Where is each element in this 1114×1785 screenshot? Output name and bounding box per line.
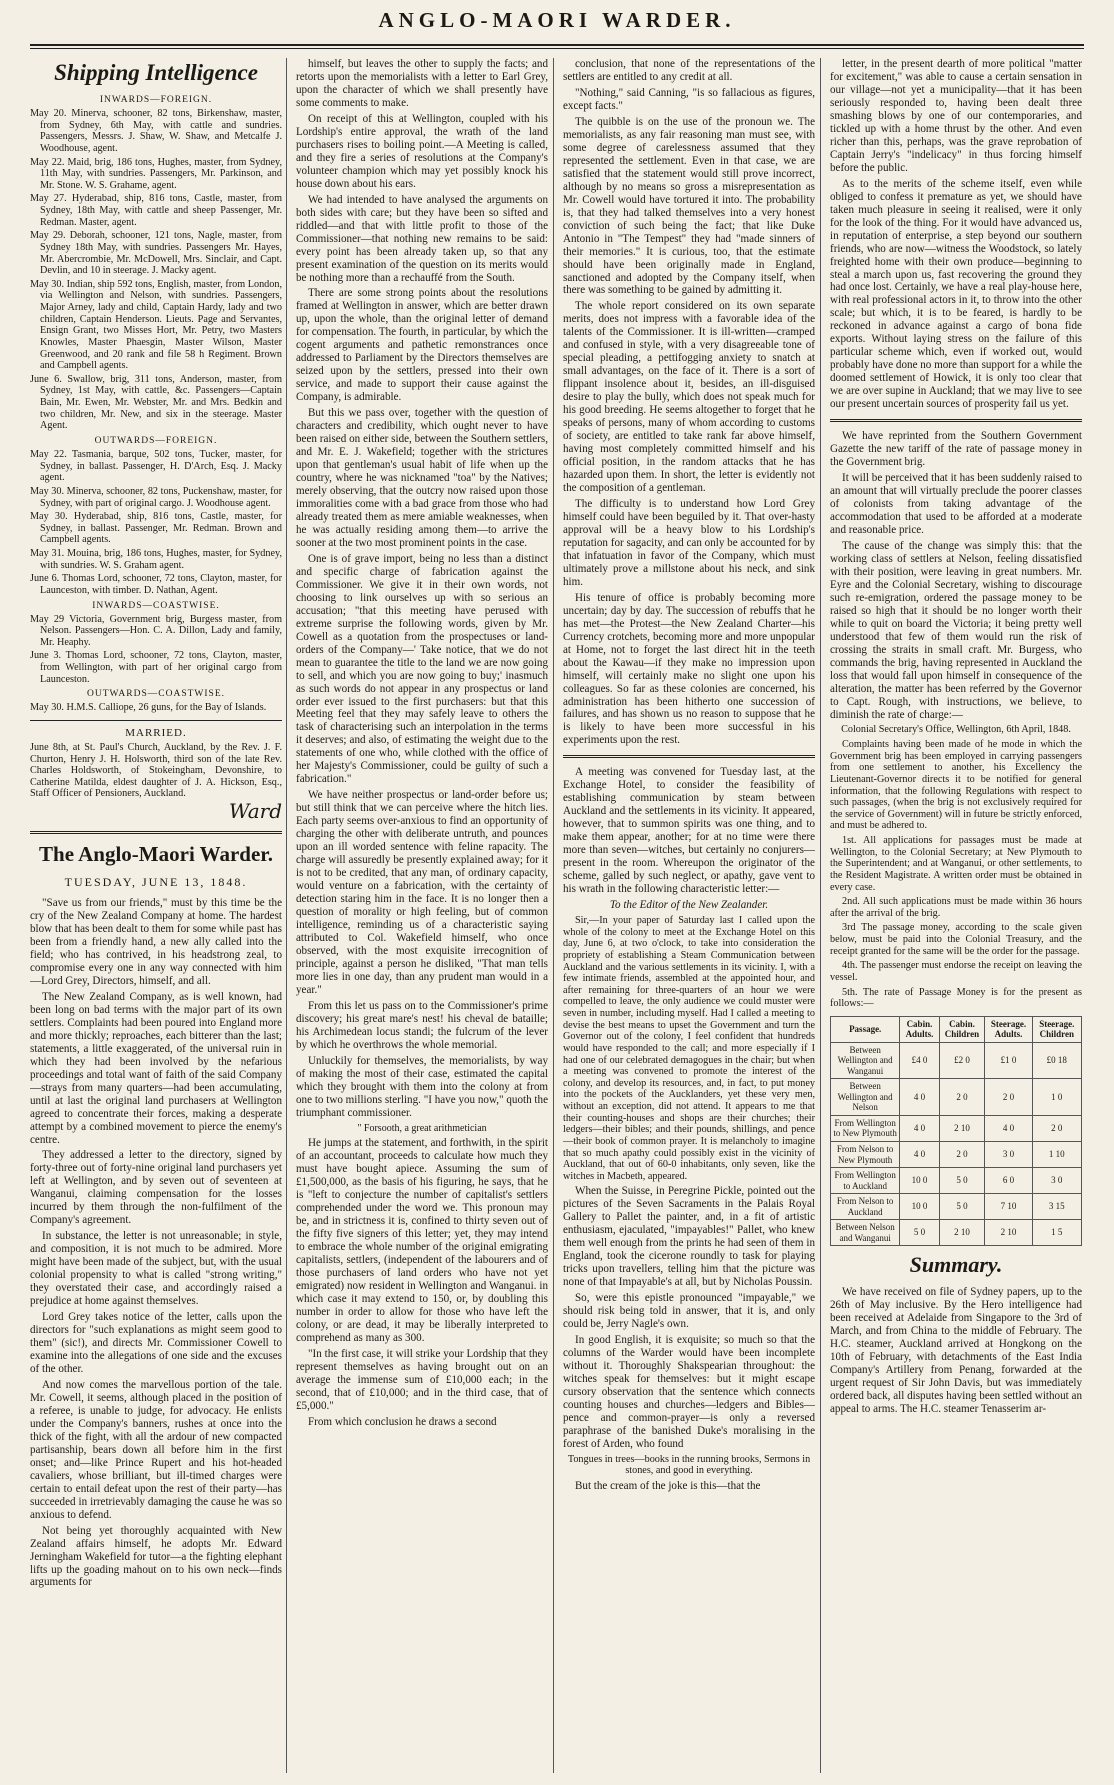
outwards-foreign-heading: OUTWARDS—FOREIGN. <box>94 435 218 446</box>
table-cell: Between Wellington and Wanganui <box>831 1042 900 1079</box>
shipping-entry: May 30. Minerva, schooner, 82 tons, Puckenshaw, master, for Sydney, with part of original cargo. J. Woodhouse agent. <box>30 485 282 509</box>
table-cell: Between Wellington and Nelson <box>831 1079 900 1116</box>
outwards-coastwise-heading: OUTWARDS—COASTWISE. <box>86 689 225 700</box>
paragraph: And now comes the marvellous portion of the tale. Mr. Cowell, it seems, although placed in the position of a referee, is unable to judge, for advocacy. He enlists under the Company's banners, rushes at once into the thick of the fight, with all the ardour of new compacted partisanship, bears down all before him in the first onset; and—like Prince Rupert and his hot-headed cavaliers, whose brilliant, but ill-timed charges were certain to entail defeat upon the rest of their party—has succeeded in irretrievably damaging the cause he was so anxious to defend. <box>30 1378 282 1521</box>
paragraph: In good English, it is exquisite; so much so that the columns of the Warder would have been incomplete without it. Thoroughly Shakspearian throughout: the witches speak for themselves: but it might escape cursory observation that the sentence which connects counting houses and churches—ledgers and Bibles—pence and common-prayer—is only a reversed paraphrase of the banished Duke's moralising in the forest of Arden, who found <box>563 1334 815 1450</box>
paragraph: He jumps at the statement, and forthwith, in the spirit of an accountant, proceeds to calculate how much they must have bought apiece. Assuming the sum of £1,500,000, as the basis of his figuring, he says, that he is "left to conjecture the number of capitalist's settlers comprehended under the word we. This pronoun may be, and in strictness it is, confined to thirty seven out of the fifty five signers of this letter; yet, they may intend to embrace the whole number of the original emigrating capitalists, settlers, (independent of the labourers and of those purchasers of land orders who have not yet emigrated) now resident in Wellington and Wanganui. in which case it may extend to 150, or, by doubling this number in order to allow for those who have left the colony, or are dead, it may be liberally interpreted to comprehend as many as 300. <box>296 1137 548 1344</box>
paragraph: When the Suisse, in Peregrine Pickle, pointed out the pictures of the Seven Sacraments in the Palais Royal Gallery to Pallet the painter, and, in a fit of artistic enthusiasm, ejaculated, "impayables!" Pallet, who knew them well enough from the prints he had seen of them in England, took the cicerone roundly to task for playing tricks upon travellers, telling him that the picture was none of that Impayable's at all, but by Nicholas Poussin. <box>563 1185 815 1289</box>
regulation: 3rd The passage money, according to the scale given below, must be paid into the Colonial Treasury, and the receipt granted for the same will be the order for the passage. <box>830 922 1082 957</box>
editorial-text <box>30 897 282 1589</box>
paragraph: We have neither prospectus or land-order before us; but still think that we can perceive where the hitch lies. Each party seems over-anxious to find an opportunity of charging the other with deliberate untruth, and pounces upon an ill worded sentence with feline rapacity. The charge will assuredly be presently explained away; for it is not to be credited, that any man, of ordinary capacity, would venture on a fabrication, with the certainty of detection staring him in the face. It is no longer then a question of morality or high feeling, but of common intelligence, reminding us of a characteristic saying attributed to Col. Wakefield himself, who once observed, with the most exquisite irrecognition of principle, against a person he disliked, "That man tells more lies in one day, than any prudent man would in a year." <box>296 789 548 996</box>
table-row <box>831 1042 1082 1079</box>
paragraph: His tenure of office is probably becoming more uncertain; day by day. The succession of rebuffs that he has met—the Protest—the New Zealand Charter—his Currency crotchets, becoming more and more unpopular at Home, not to forget the last direct hit in the teeth about the Kawau—if they make no impression upon himself, will certainly make no slight one upon his colleagues. So far as these colonies are concerned, his administration has been hitherto one succession of failures, and has shown us no reason to suppose that he is likely to have been more successful in his experiments upon the rest. <box>563 591 815 747</box>
table-cell: From Wellington to Auckland <box>831 1168 900 1194</box>
handwritten-signature: Ward <box>228 799 282 824</box>
table-cell: 10 0 <box>900 1194 939 1220</box>
table-cell: 2 0 <box>939 1142 985 1168</box>
shipping-entry: May 20. Minerva, schooner, 82 tons, Birkenshaw, master, from Sydney, 6th May, with cattle and sundries. Passengers, Messrs. J. Shaw, W. Shaw, and Metcalfe J. Woodhouse, agent. <box>30 108 282 154</box>
married-heading: MARRIED. <box>125 727 187 740</box>
table-header: Steerage. Children <box>1032 1016 1081 1042</box>
outwards-coastwise-list <box>30 702 282 714</box>
passage-money-table <box>830 1016 1082 1246</box>
paragraph: Unluckily for themselves, the memorialists, by way of making the most of their case, estimated the capital which they brought with them into the colony at from one to two millions sterling. "I have you now," quoth the triumphant commissioner. <box>296 1054 548 1119</box>
shipping-entry: May 29 Victoria, Government brig, Burgess master, from Nelson. Passengers—Hon. C. A. Dillon, Lady and family, Mr. Heaphy. <box>30 613 282 648</box>
paragraph: From which conclusion he draws a second <box>308 1415 497 1428</box>
table-header: Passage. <box>831 1016 900 1042</box>
table-row <box>831 1142 1082 1168</box>
table-cell: 2 10 <box>939 1115 985 1141</box>
table-row <box>831 1079 1082 1116</box>
shipping-entry: May 31. Mouina, brig, 186 tons, Hughes, master, for Sydney, with sundries. W. S. Graham agent. <box>30 548 282 571</box>
quoted-line: " Forsooth, a great arithmetician <box>357 1122 487 1134</box>
paragraph: In substance, the letter is not unreasonable; in style, and composition, it is not much to be admired. More might have been made of the subject, but, with the usual colonial propensity to what is called "strong writing," they overstated their case, and accordingly raised a prejudice at home against themselves. <box>30 1230 282 1308</box>
paragraph: It will be perceived that it has been suddenly raised to an amount that will virtually preclude the poorer classes of colonists from taking advantage of the accommodation that used to be afforded at a moderate and reasonable price. <box>830 472 1082 536</box>
paragraph: "In the first case, it will strike your Lordship that they represent themselves as having brought out on an average the immense sum of £10,000 each; in the second, that of £10,000; and in the third case, that of £5,000." <box>296 1347 548 1412</box>
table-cell: 2 0 <box>939 1079 985 1116</box>
shipping-entry: May 22. Maid, brig, 186 tons, Hughes, master, from Sydney, 11th May, with sundries. Passengers, Mr. Parkinson, and Mr. Stone. W. S. Grahame, agent. <box>30 156 282 191</box>
verse-quote: Tongues in trees—books in the running brooks, Sermons in stones, and good in everything. <box>567 1453 811 1477</box>
column-4 <box>830 58 1082 1773</box>
shipping-entry: May 27. Hyderabad, ship, 816 tons, Castle, master, from Sydney, 18th May, with cattle and sheep Passenger, Mr. Redman. Master, agent. <box>30 193 282 228</box>
paragraph: One is of grave import, being no less than a distinct and specific charge of fabrication against the Commissioner. We give it in their own words, not choosing to link ourselves up with so serious an accusation; "that this meeting have perused with extreme surprise the following words, given by Mr. Cowell as a quotation from the prospectuses or land-orders of the Company—' Take notice, that we do not mean to guarantee the title to the land we are now going to sell, and which you are now going to buy;' inasmuch as such words do not appear in any prospectus or land order ever issued to the first purchasers: but that this Meeting feel that they may safely leave to others the task of characterising such an interpolation in the terms it deserves; and also, of estimating the weight due to the statements of one who, while clothed with the office of her Majesty's Commissioner, could be guilty of such a fabrication." <box>296 552 548 786</box>
section-separator <box>563 755 815 758</box>
paper-title: The Anglo-Maori Warder. <box>39 842 273 867</box>
table-cell: 4 0 <box>985 1115 1032 1141</box>
paragraph: himself, but leaves the other to supply the facts; and retorts upon the memorialists with a letter to Earl Grey, upon the character of which we shall presently have some comments to make. <box>296 58 548 109</box>
table-cell: 3 0 <box>985 1142 1032 1168</box>
table-cell: £1 0 <box>985 1042 1032 1079</box>
column-3 <box>563 58 815 1773</box>
regulation: 2nd. All such applications must be made within 36 hours after the arrival of the brig. <box>830 896 1082 919</box>
section-separator <box>830 419 1082 422</box>
table-cell: 3 15 <box>1032 1194 1081 1220</box>
table-cell: £0 18 <box>1032 1042 1081 1079</box>
shipping-entry: June 6. Swallow, brig, 311 tons, Anderson, master, from Sydney, 1st May, with cattle, &c. Passengers—Captain Bain, Mr. Ewen, Mr. Webster, Mr. and Mrs. Bedkin and two children, Mr. New, and six in the steerage. Master Agent. <box>30 373 282 432</box>
table-row <box>831 1115 1082 1141</box>
table-cell: From Nelson to New Plymouth <box>831 1142 900 1168</box>
table-cell: 10 0 <box>900 1168 939 1194</box>
paragraph: We had intended to have analysed the arguments on both sides with care; but they have been so sifted and riddled—and that with little profit to those of the Commissioner—that nothing new remains to be said: every point has been already taken up, so that any present examination of the question on its merits would be nothing more than a rechauffé from the South. <box>296 193 548 284</box>
inwards-coastwise-heading: INWARDS—COASTWISE. <box>92 600 220 611</box>
paragraph: "Nothing," said Canning, "is so fallacious as figures, except facts." <box>563 86 815 112</box>
regulation: Complaints having been made of he mode in which the Government brig has been employed in carrying passengers from one settlement to another, his Excellency the Lieutenant-Governor directs it to be notified for general information, that the following Regulations with respect to such passages, (when the brig is not exclusively required for the service of Government) will in future be strictly enforced, and must be adhered to. <box>830 739 1082 832</box>
table-cell: 1 5 <box>1032 1220 1081 1246</box>
table-header-row <box>831 1016 1082 1042</box>
masthead-rule <box>30 44 1084 46</box>
paragraph: They addressed a letter to the directory, signed by forty-three out of forty-nine original land purchasers yet left at Wellington, and by seven out of seventeen at Wanganui, claiming compensation for the losses incurred by them through the non-fulfilment of the Company's agreement. <box>30 1149 282 1227</box>
column-divider-3 <box>820 58 821 1773</box>
shipping-entry: May 30. Indian, ship 592 tons, English, master, from London, via Wellington and Nelson, with sundries. Passengers, Major Arney, lady and child, Captain Hardy, lady and two children, Captain Henderson. Lieuts. Page and Servantes, Ensign Grant, two Misses Hort, Mr. Petry, two Masters Knowles, Master Phaesgin, Master Wilson, Master Greenwood, and 20 rank and file 58 h Regiment. Brown and Campbell agents. <box>30 278 282 372</box>
paragraph: From this let us pass on to the Commissioner's prime discovery; his great mare's nest! his cheval de bataille; his Archimedean locus standi; the fulcrum of the lever by which he overthrows the whole memorial. <box>296 999 548 1051</box>
paragraph: Not being yet thoroughly acquainted with New Zealand affairs himself, he adopts Mr. Edward Jerningham Wakefield for tutor—a the fighting elephant lifts up the goading mahout on to his own neck—finds arguments for <box>30 1524 282 1589</box>
table-header: Cabin. Adults. <box>900 1016 939 1042</box>
shipping-entry: June 6. Thomas Lord, schooner, 72 tons, Clayton, master, for Launceston, with timber. D. Nathan, Agent. <box>30 573 282 596</box>
table-cell: 3 0 <box>1032 1168 1081 1194</box>
table-header: Steerage. Adults. <box>985 1016 1032 1042</box>
column-divider-1 <box>286 58 287 1773</box>
paragraph: But the cream of the joke is this—that the <box>575 1480 761 1493</box>
table-cell: 2 10 <box>939 1220 985 1246</box>
paragraph: The New Zealand Company, as is well known, had been long on bad terms with the major part of its own settlers. Complaints had been poured into England more and more thickly; reproaches, each bitterer than the last; statements, a little exaggerated, of the universal ruin in which they had been involved by the nefarious proceedings and total want of faith of the said Company—strays from many quarters—had been accumulating, until at last the original land purchasers at Wellington agreed to concentrate their forces, making a desperate attempt by a combined movement to pierce the enemy's centre. <box>30 990 282 1146</box>
office-heading: Colonial Secretary's Office, Wellington, 6th April, 1848. <box>841 724 1071 736</box>
table-cell: 5 0 <box>939 1194 985 1220</box>
paragraph: The difficulty is to understand how Lord Grey himself could have been beguiled by it. That over-hasty approval will be a heavy blow to his Lordship's reputation for sagacity, and can only be accounted for by that infatuation in favor of the Company, which must ultimately prove a millstone about his neck, and sink him. <box>563 497 815 588</box>
column-divider-2 <box>553 58 554 1773</box>
table-cell: 4 0 <box>900 1142 939 1168</box>
paragraph: As to the merits of the scheme itself, even while obliged to confess it premature as yet, we should have taken much pleasure in seeing it realised, were it only for the look of the thing. For it would have advanced us, in reputation of enterprise, a step beyond our southern friends, who are now—witness the Woodstock, so lately freighted home with their own produce—beginning to steal a march upon us, fast recovering the ground they had once lost. Certainly, we have a real play-house here, with real professional actors in it, to throw into the other scale; but which, it is to be feared, is hardly to be reckoned in advance against a cargo of bona fide exports. Without laying stress on the failure of this particular scheme which, even if worked out, would probably have done no more than support for a while the doomed settlement of Howick, it is only too clear that we are over supine in Auckland; that we may live to see our present uncertain sources of prosperity fail us yet. <box>830 177 1082 411</box>
table-row <box>831 1220 1082 1246</box>
table-cell: £2 0 <box>939 1042 985 1079</box>
shipping-entry: May 29. Deborah, schooner, 121 tons, Nagle, master, from Sydney 18th May, with sundries. Passengers Mr. Hayes, Mr. Abercrombie, Mr. McDowell, Mrs. Sinclair, and Capt. Devlin, and 10 in steerage. J. Macky agent. <box>30 230 282 277</box>
masthead: ANGLO-MAORI WARDER. <box>378 8 736 32</box>
regulation: 5th. The rate of Passage Money is for the present as follows:— <box>830 986 1082 1010</box>
regulation: 4th. The passenger must endorse the receipt on leaving the vessel. <box>830 960 1082 983</box>
paragraph: On receipt of this at Wellington, coupled with his Lordship's entire approval, the wrath of the land purchasers rises to boiling point.—A Meeting is called, and they fire a series of resolutions at the Company's volunteer champion which may yet possibly knock his house down about his ears. <box>296 112 548 190</box>
shipping-heading: Shipping Intelligence <box>54 60 258 85</box>
letter-text: Sir,—In your paper of Saturday last I called upon the whole of the colony to meet at the Exchange Hotel on this day, June 6, at two o'clock, to take into consideration the propriety of establishing a Steam Communication between Auckland and the various settlements in its vicinity. I, with a few intimate friends, assembled at the appointed hour, and after remaining for three-quarters of an hour we were compelled to leave, the only audience we could muster were seven in number, including myself. Had I called a meeting to devise the best means to upset the Government and turn the Governor out of the colony, I feel confident that hundreds would have responded to the call; and more especially if I had one of our celebrated demagogues in the chair; but when a meeting was convened to promote the interest of the colony, and develop its resources, and, in fact, to put money into the pockets of the Aucklanders, yet these very men, without an exception, did not attend. It appears to me that their counting-houses and shops are their churches; their ledgers—their bibles; and their pounds, shillings, and pence—their book of common prayer. It is melancholy to imagine that so much apathy could possibly exist in the vicinity of Auckland, that out of 60-0 inhabitants, only seven, like the witches in Macbeth, appeared. <box>563 915 815 1182</box>
section-separator <box>30 831 282 834</box>
paragraph: The quibble is on the use of the pronoun we. The memorialists, as any fair reasoning man must see, with some degree of carelessness assumed that they represented the settlement. Even in that case, we are satisfied that the statement would still prove incorrect, although by no means so gross a misrepresentation as Mr. Cowell would have tortured it into. The probability is, that they had talked themselves into a very honest conviction of such being the fact; that like Duke Antonio in "The Tempest" they had "made sinners of their memories." It is curious, too, that the estimate should have been originally made in England, sanctioned and adopted by the Company itself, when there was something to be gained by admitting it. <box>563 115 815 297</box>
paragraph: The cause of the change was simply this: that the working class of settlers at Nelson, feeling dissatisfied with their position, were leaving in great numbers. Mr. Eyre and the Colonial Secretary, wishing to discourage such re-emigration, ordered the passage money to be raised so high that it should be no longer worth their while to quit on board the Victoria; it being pretty well understood that few of them would run the risk of crossing the straits in small craft. Mr. Burgess, who commands the brig, having represented in Auckland the loss that would fall upon himself in consequence of the alteration, the matter has been referred by the Governor to Capt. Rough, with instructions, we believe, to diminish the rate of charge:— <box>830 539 1082 721</box>
summary-heading: Summary. <box>909 1252 1003 1278</box>
inwards-foreign-list <box>30 108 282 432</box>
paragraph: "Save us from our friends," must by this time be the cry of the New Zealand Company at home. The hardest blow that has been dealt to them for some while past has been from a friendly hand, a new ally called into the field; who has contrived, in his headstrong zeal, to compromise every one in any way connected with him—Lord Grey, Directors, himself, and all. <box>30 897 282 987</box>
paragraph: The whole report considered on its own separate merits, does not impress with a favorable idea of the talents of the Commissioner. It is ill-written—cramped and confused in style, with a very disagreeable tone of special pleading, a pettifogging anxiety to snatch at small advantages, on the face of it. There is a sort of flippant insolence about it, besides, an ill-disguised desire to play the bully, which does not speak much for his good breeding. He seems altogether to forget that he speaks of persons, many of whom according to customs of society, are entitled to take rank far above himself, having most completely committed himself and his official position, in the random attacks that he has hazarded upon them. In short, the letter is evidently not the composition of a gentleman. <box>563 300 815 494</box>
table-cell: 1 10 <box>1032 1142 1081 1168</box>
table-cell: 4 0 <box>900 1079 939 1116</box>
shipping-entry: June 3. Thomas Lord, schooner, 72 tons, Clayton, master, from Wellington, with part of her original cargo from Launceston. <box>30 650 282 685</box>
paragraph: letter, in the present dearth of more political "matter for excitement," was able to cause a certain sensation in our village—not yet a municipality—that it has been seriously responded to, having been dealt three smashing blows by one of our contemporaries, and tickled up with a home thrust by the other. And even richer than this, perhaps, was the grave reprobation of Captain Jerry's "indelicacy" in thus forcing himself before the public. <box>830 58 1082 174</box>
paragraph: There are some strong points about the resolutions framed at Wellington in answer, which are better drawn up, upon the whole, than the original letter of demand for compensation. The fourth, in particular, by which the cogent arguments and pathetic remonstrances once addressed to Parliament by the Directors themselves are seized upon by the settlers, pressed into their own service, and made to support their cause against the Company, is admirable. <box>296 287 548 404</box>
table-cell: Between Nelson and Wanganui <box>831 1220 900 1246</box>
outwards-foreign-list <box>30 449 282 597</box>
table-cell: From Wellington to New Plymouth <box>831 1115 900 1141</box>
column-1 <box>30 58 282 1773</box>
table-cell: 1 0 <box>1032 1079 1081 1116</box>
table-cell: £4 0 <box>900 1042 939 1079</box>
married-notice: June 8th, at St. Paul's Church, Auckland, by the Rev. J. F. Churton, Henry J. H. Holsworth, third son of the late Rev. Charles Holdsworth, of Stokeingham, Devonshire, to Catherine Matilda, eldest daughter of J. A. Hickson, Esq., Staff Officer of Pensioners, Auckland. <box>30 741 282 800</box>
regulation: 1st. All applications for passages must be made at Wellington, to the Colonial Secretary; at New Plymouth to the Superintendent; and at Wanganui, or other settlements, to the Resident Magistrate. A written order must be obtained in every case. <box>830 835 1082 893</box>
table-header: Cabin. Children <box>939 1016 985 1042</box>
issue-date: TUESDAY, JUNE 13, 1848. <box>64 875 248 890</box>
paragraph: We have reprinted from the Southern Government Gazette the new tariff of the rate of passage money in the Government brig. <box>830 430 1082 469</box>
shipping-entry: May 30. Hyderabad, ship, 816 tons, Castle, master, for Sydney, in ballast. Passenger, Mr. Redman. Brown and Campbell agents. <box>30 511 282 546</box>
masthead-rule-secondary <box>30 48 1084 49</box>
paragraph: Lord Grey takes notice of the letter, calls upon the directors for "such explanations as might seem good to them" (sic!), and directs Mr. Commissioner Cowell to examine into the allegations of one side and the excuses of the other. <box>30 1311 282 1375</box>
table-cell: From Nelson to Auckland <box>831 1194 900 1220</box>
paragraph: A meeting was convened for Tuesday last, at the Exchange Hotel, to consider the feasibility of establishing communication by steam between Auckland and the settlements in its vicinity. It appeared, however, that to summon spirits was one thing, and to make them appear, another; for at no time were there more than seven—witches, but certainly no conjurers—present in the room. Whereupon the originator of the scheme, galled by such neglect, or apathy, gave vent to his wrath in the following characteristic letter:— <box>563 766 815 896</box>
table-cell: 5 0 <box>900 1220 939 1246</box>
inwards-foreign-heading: INWARDS—FOREIGN. <box>99 94 213 105</box>
table-cell: 4 0 <box>900 1115 939 1141</box>
letter-heading: To the Editor of the New Zealander. <box>609 899 769 912</box>
paragraph: conclusion, that none of the representations of the settlers are entitled to any credit at all. <box>563 58 815 83</box>
paragraph: But this we pass over, together with the question of characters and credibility, which ought never to have been raised on either side, between the Southern settlers, and Mr. E. J. Wakefield; together with the strictures upon that gentleman's usual habit of life when up the country, where he was nicknamed "toa" by the Natives; merely observing, that the outcry now raised upon those immoralities come with a bad grace from those who had already treated them as mere amiable weaknesses, when he was actually residing among them—to arrive the sooner at the two most prominent points in the case. <box>296 407 548 549</box>
section-separator <box>30 720 282 721</box>
table-cell: 5 0 <box>939 1168 985 1194</box>
shipping-entry: May 30. H.M.S. Calliope, 26 guns, for the Bay of Islands. <box>30 702 267 714</box>
shipping-entry: May 22. Tasmania, barque, 502 tons, Tucker, master, for Sydney, in ballast. Passenger, H. D'Arch, Esq. J. Macky agent. <box>30 449 282 484</box>
paragraph: We have received on file of Sydney papers, up to the 26th of May inclusive. By the Hero intelligence had been received at Adelaide from Singapore to the 3rd of March, and from China to the middle of February. The H.C. steamer, Auckland arrived at Hongkong on the 10th of February, with detachments of the East India Company's Artillery from Penang, forwarded at the urgent request of Sir John Davis, but was immediately ordered back, all disputes having been settled without an appeal to arms. The H.C. steamer Tenasserim ar- <box>830 1285 1082 1415</box>
table-cell: 2 10 <box>985 1220 1032 1246</box>
table-cell: 7 10 <box>985 1194 1032 1220</box>
column-2 <box>296 58 548 1773</box>
inwards-coastwise-list <box>30 614 282 686</box>
table-cell: 6 0 <box>985 1168 1032 1194</box>
table-cell: 2 0 <box>1032 1115 1081 1141</box>
paragraph: So, were this epistle pronounced "impayable," we should risk being told in answer, that it is, and only could be, Jerry Nagle's own. <box>563 1292 815 1331</box>
table-row <box>831 1168 1082 1194</box>
table-cell: 2 0 <box>985 1079 1032 1116</box>
table-row <box>831 1194 1082 1220</box>
